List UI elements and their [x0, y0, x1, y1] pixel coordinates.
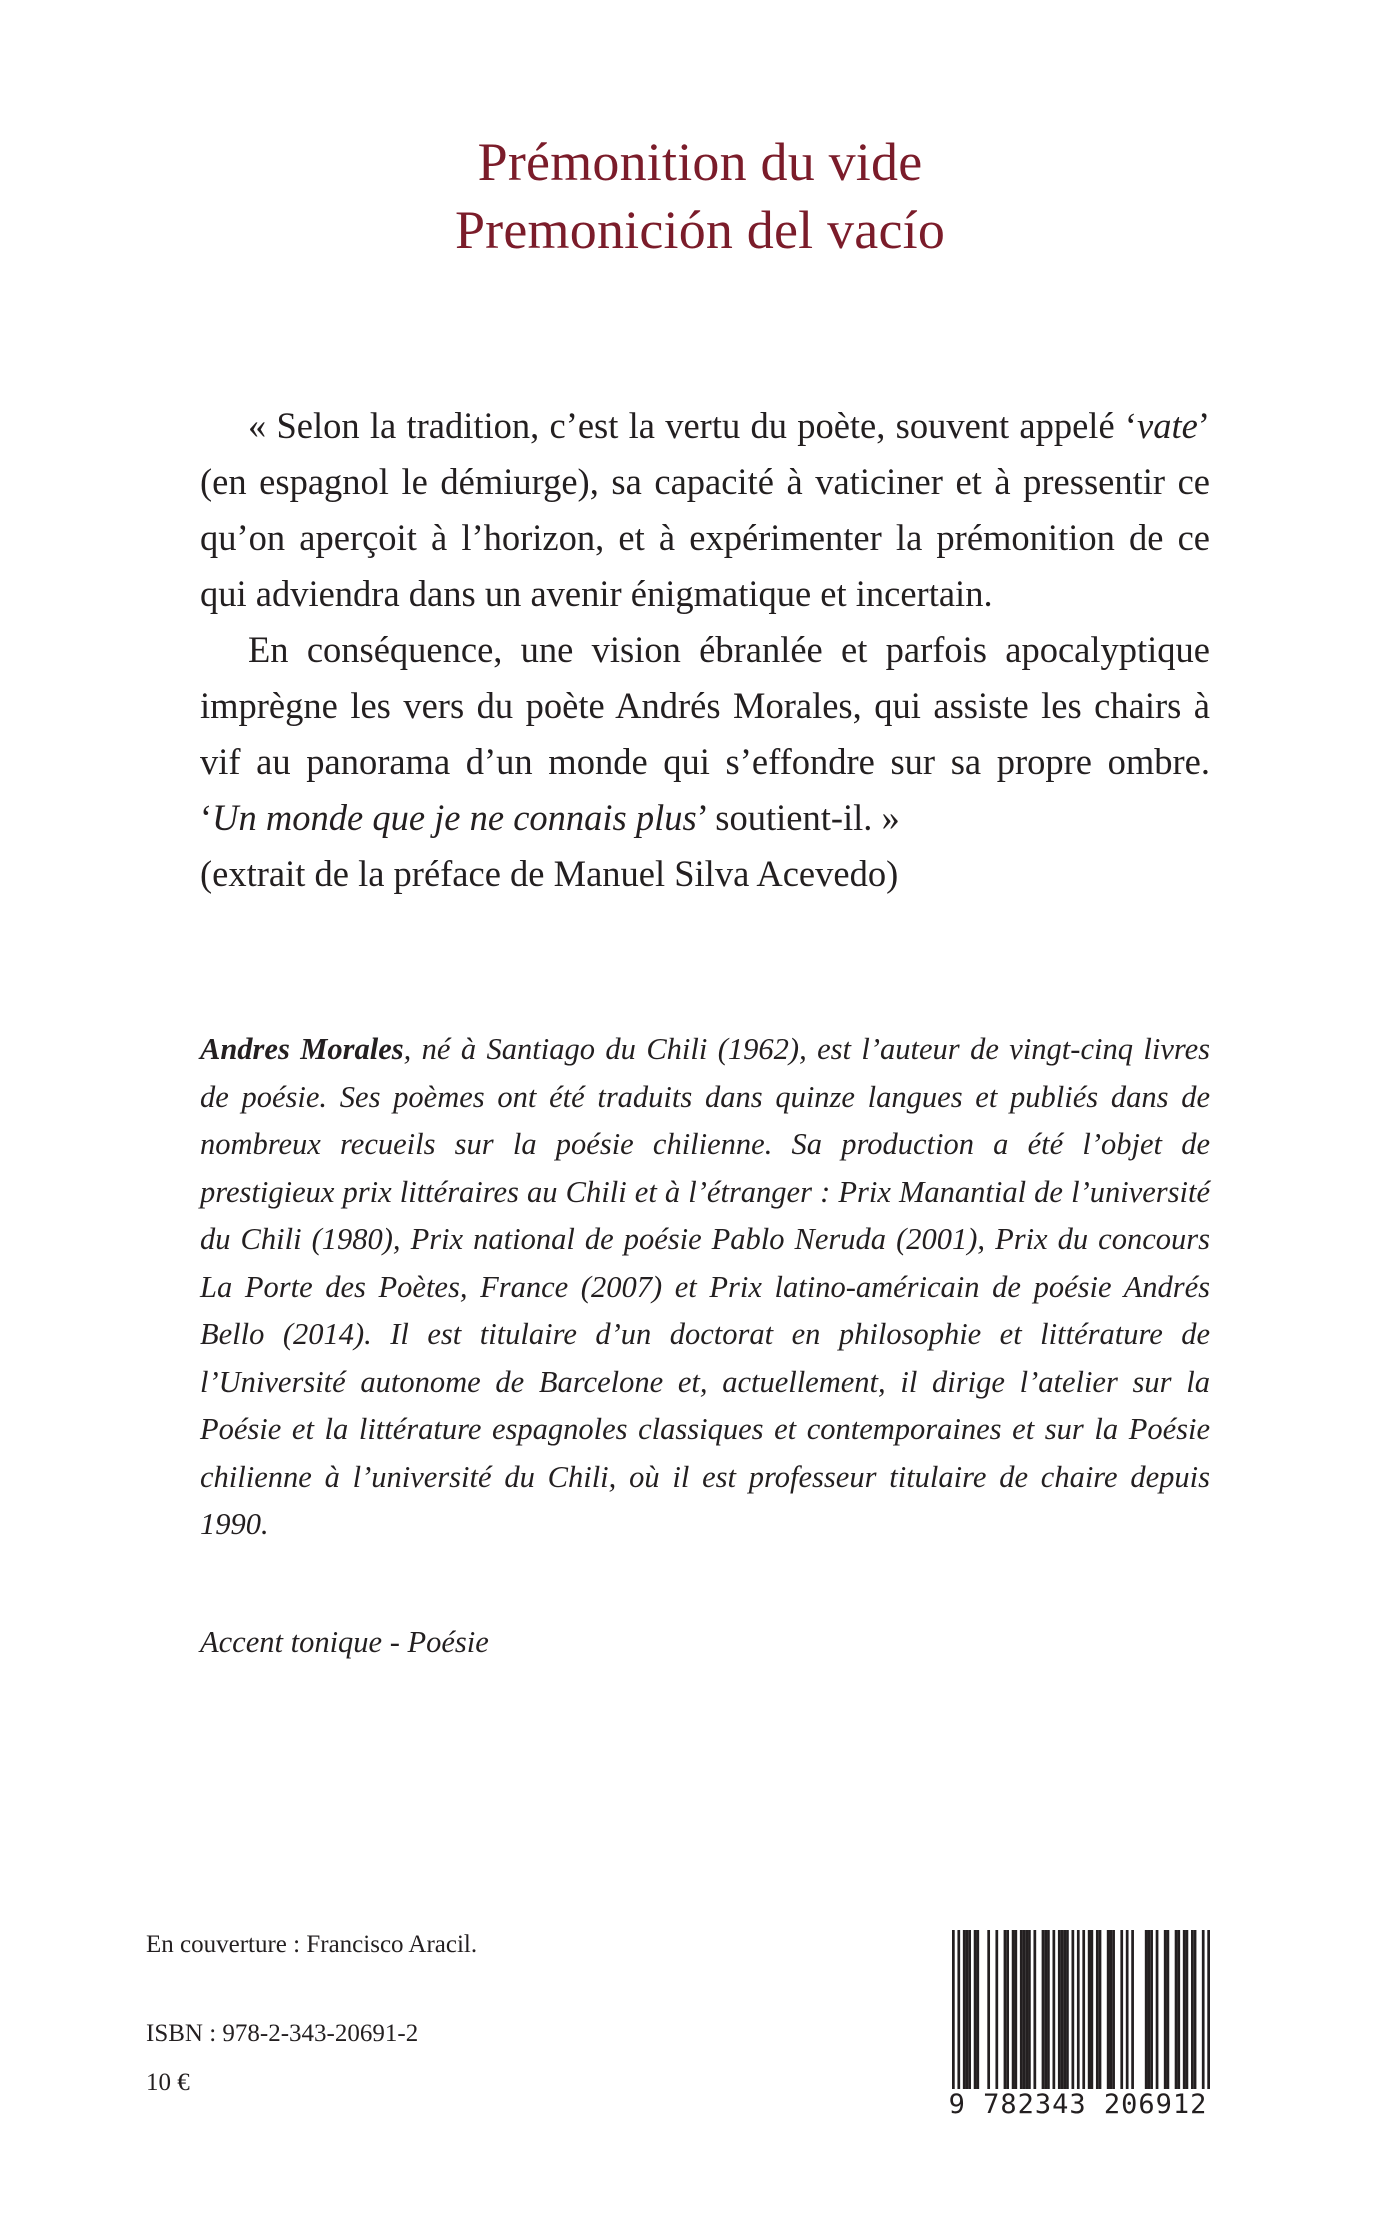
barcode-bar: [1099, 1930, 1102, 2096]
title-spanish: Premonición del vacío: [454, 200, 946, 260]
barcode-bar: [974, 1930, 977, 2096]
barcode-bar: [1156, 1930, 1159, 2096]
barcode-bar: [987, 1930, 990, 2096]
barcode-bar: [1061, 1930, 1064, 2096]
quote-text: « Selon la tradition, c’est la vertu du poète, souvent appelé ‘: [248, 405, 1138, 446]
barcode-bar: [1044, 1930, 1047, 2096]
barcode-bar: [976, 1930, 979, 2096]
author-biography: [200, 1026, 1210, 1549]
biography-text: , né à Santiago du Chili (1962), est l’auteur de vingt-cinq livres de poésie. Ses poèmes ont été traduits dans quinze langues et publiés dans de nombreux recueils sur la poésie chilienne. Sa production a été l’objet de prestigieux prix littéraires au Chili et à l’étranger : Prix Manantial de l’université du Chili (1980), Prix national de poésie Pablo Neruda (2001), Prix du concours La Porte des Poètes, France (2007) et Prix latino-américain de poésie Andrés Bello (2014). Il est titulaire d’un doctorat en philosophie et littérature de l’Université autonome de Barcelone et, actuellement, il dirige l’atelier sur la Poésie et la littérature espagnoles classiques et contemporaines et sur la Poésie chilienne à l’université du Chili, où il est professeur titulaire de chaire depuis 1990.: [200, 1032, 1210, 1541]
barcode-bar: [1014, 1930, 1017, 2096]
barcode-bar: [1191, 1930, 1194, 2096]
barcode-bar: [1150, 1930, 1153, 2096]
quote-paragraph-1: [200, 398, 1210, 622]
title-french: Prémonition du vide: [477, 132, 923, 192]
barcode-bar: [1020, 1930, 1023, 2096]
barcode-bar: [995, 1930, 998, 2096]
barcode-bar: [1183, 1930, 1186, 2096]
barcode-bar: [1066, 1930, 1069, 2096]
price: 10 €: [146, 2069, 190, 2096]
barcode-bar: [1071, 1930, 1074, 2096]
barcode-bar: [1120, 1930, 1123, 2096]
barcode-bar: [1186, 1930, 1189, 2096]
barcode-bar: [1131, 1930, 1134, 2096]
quote-paragraph-2: [200, 622, 1210, 846]
barcode-bar: [1091, 1930, 1094, 2096]
barcode-bar: [1012, 1930, 1015, 2096]
barcode-bar: [1175, 1930, 1178, 2096]
barcode-bar: [1088, 1930, 1091, 2096]
barcode-bar: [1145, 1930, 1148, 2096]
barcode-bar: [963, 1930, 966, 2096]
quote-text: ’ soutient-il. »: [696, 797, 900, 838]
barcode-bar: [1004, 1930, 1007, 2096]
barcode-bar: [1194, 1930, 1197, 2096]
barcode-bar: [1112, 1930, 1115, 2096]
cover-credit: En couverture : Francisco Aracil.: [146, 1931, 478, 1958]
barcode-bar: [1023, 1930, 1026, 2096]
barcode-bar: [1033, 1930, 1036, 2096]
preface-quote: [200, 398, 1210, 902]
barcode-bar: [1096, 1930, 1099, 2096]
barcode-bar: [1047, 1930, 1050, 2096]
barcode-number: 9 782343 206912: [938, 2089, 1218, 2120]
quote-text: En conséquence, une vision ébranlée et parfois apocalyptique imprègne les vers du poète Andrés Morales, qui assiste les chairs à vif au panorama d’un monde qui s’effondre sur sa propre ombre. ‘: [200, 629, 1210, 838]
author-name: Andres Morales: [200, 1032, 404, 1066]
collection-name: Accent tonique - Poésie: [200, 1625, 489, 1659]
barcode-bar: [1042, 1930, 1045, 2096]
barcode-bar: [1052, 1930, 1055, 2096]
barcode-bar: [1177, 1930, 1180, 2096]
barcode-bar: [1164, 1930, 1167, 2096]
barcode-bar: [968, 1930, 971, 2096]
barcode-bar: [1148, 1930, 1151, 2096]
barcode-bar: [966, 1930, 969, 2096]
barcode-bar: [1058, 1930, 1061, 2096]
barcode-bar: [1025, 1930, 1028, 2096]
barcode-bar: [1167, 1930, 1170, 2096]
quote-italic-word: vate: [1137, 405, 1198, 446]
barcode-bar: [1107, 1930, 1110, 2096]
barcode-bar: [1110, 1930, 1113, 2096]
barcode-bar: [1063, 1930, 1066, 2096]
quote-italic-phrase: Un monde que je ne connais plus: [212, 797, 697, 838]
barcode-bar: [1006, 1930, 1009, 2096]
barcode-bar: [1126, 1930, 1129, 2096]
isbn: ISBN : 978-2-343-20691-2: [146, 2020, 419, 2047]
quote-text: ’ (en espagnol le démiurge), sa capacité à vaticiner et à pressentir ce qu’on aperçoit à l’horizon, et à expérimenter la prémonition de ce qui adviendra dans un avenir énigmatique et incertain.: [200, 405, 1210, 614]
quote-attribution: (extrait de la préface de Manuel Silva Acevedo): [200, 853, 899, 894]
barcode-bar: [1028, 1930, 1031, 2096]
title-block: [0, 128, 1400, 264]
